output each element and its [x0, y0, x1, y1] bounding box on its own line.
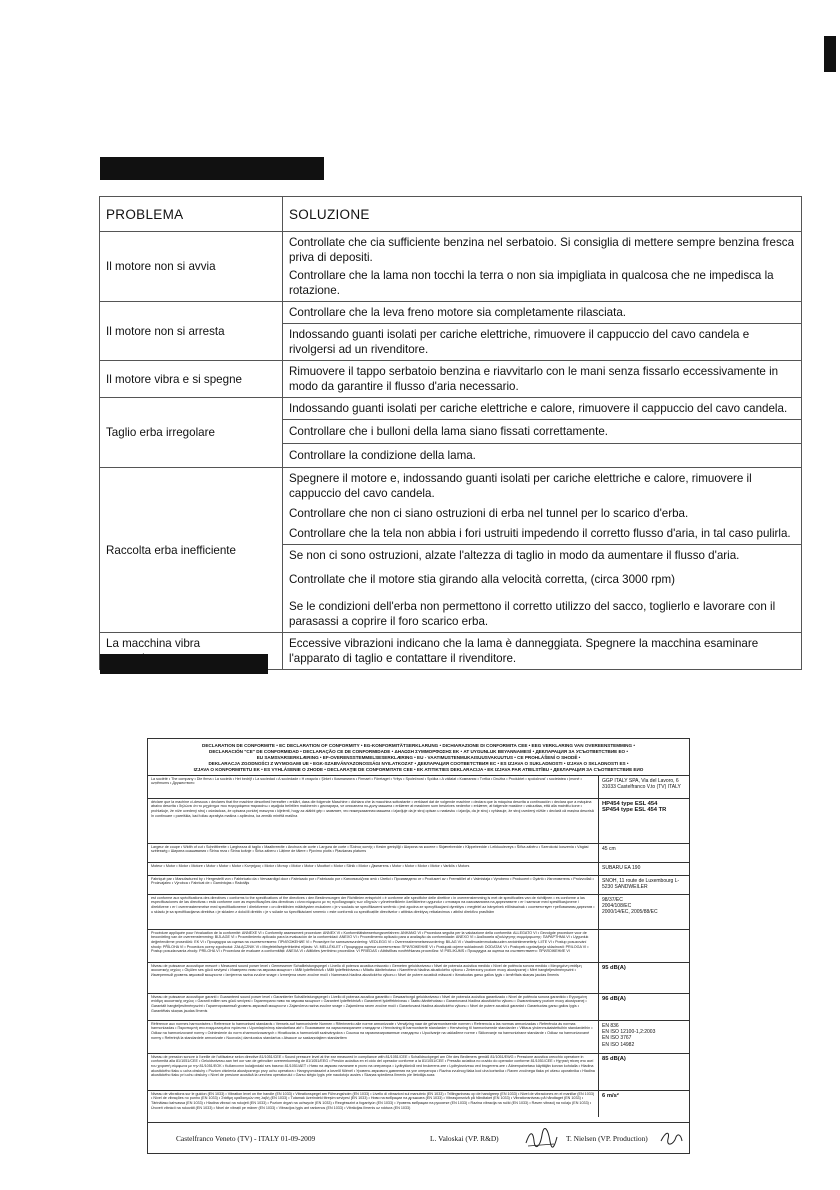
declaration-row: [148, 1020, 689, 1053]
problem-cell: Il motore non si arresta: [100, 302, 283, 361]
signer-1: L. Valoskai (VP. R&D): [430, 1133, 499, 1143]
solution-text: Controllare che la lama non tocchi la terra o non sia impigliata in qualcosa che ne impedisca la rotazione.: [289, 269, 774, 297]
solution-text: Controllate che il motore stia girando alla velocità corretta, (circa 3000 rpm): [289, 573, 675, 586]
solution-text: Se le condizioni dell'erba non permettono il corretto utilizzo del sacco, toglierlo e lavorare con il parasassi a coprire il foro scarico erba.: [289, 600, 776, 628]
declaration-row: [148, 1053, 689, 1090]
problem-cell: Il motore vibra e si spegne: [100, 361, 283, 398]
declaration-row-text: Niveau de vibrations sur le guidon (EN 1033) • Vibration level on the handle (EN 1033) • Vibrationspegel am Führungsholm (EN 1033) • Livello di vibrazioni sul manubrio (EN 1033) • Trillingsniveau op de handgreep (EN 1033) • Nivel de vibraciones en el manillar (EN 1033) • Nível de vibrações no punho (EN 1033) • Στάθμη κραδασμών στη λαβή (EN 1033) • Tutamak üzerindeki titreşim seviyesi (EN 1033) • Ниво на вибрации на дръжката (EN 1033) • Vibrasjonsnivå på håndtaket (EN 1033) • Vibrationsniveau på håndtaget (EN 1033) • Tärinätaso kahvassa (EN 1033) • Hladina vibrací na rukojeti (EN 1033) • Poziom drgań na uchwycie (EN 1033) • Rezgésszint a fogantyún (EN 1033) • Уровень вибрации на рукоятке (EN 1033) • Razina vibracija na ručki (EN 1033) • Raven vibracij na ročaju (EN 1033) • Úroveň vibrácií na rukoväti (EN 1033) • Nivel de vibrații pe mâner (EN 1033) • Vibracijos lygis ant rankenos (EN 1033) • Vibrācijas līmenis uz roktura (EN 1033): [151, 1091, 595, 1110]
declaration-row: [148, 1090, 689, 1117]
solution-cell: Indossando guanti isolati per cariche elettriche e calore, rimuovere il cappuccio del cavo candela.: [283, 398, 802, 420]
declaration-row-text: Référence aux normes harmonisées • Reference to harmonised standards • Verweis auf harmonisierte Normen • Riferimento alle norme armonizzate • Verwijzing naar de geharmoniseerde normen • Referencia a las normas armonizadas • Referência às normas harmonizadas • Παραπομπή στα εναρμονισμένα πρότυπα • Uyumlaştırılmış standartlara atıf • Позоваване на хармонизираните стандарти • Henvisning til harmoniserte standarder • Henvisning til harmoniserede standarder • Viittaus yhdenmukaistettuihin standardeihin • Odkaz na harmonizované normy • Odniesienie do norm zharmonizowanych • Hivatkozás a harmonizált szabványokra • Ссылка на гармонизированные стандарты • Upućivanje na usklađene norme • Sklicevanje na harmonizirane standarde • Odkaz na harmonizované normy • Referință la standardele armonizate • Nuoroda į darniuosius standartus • Atsauce uz saskaņotajiem standartiem: [151, 1021, 593, 1040]
declaration-row-text: Moteur • Motor • Motor • Motore • Motor • Motor • Motor • Κινητήρας • Motor • Мотор • Motor • Motor • Moottori • Motor • Silnik • Motor • Двигатель • Motor • Motor • Motor • Motor • Variklis • Motors: [151, 863, 470, 868]
signature-strip: [148, 1122, 689, 1153]
declaration-row-value: 95 dB(A): [598, 963, 689, 993]
table-row: [100, 468, 802, 545]
declaration-row-value: 98/37/EC 2004/108/EC 2000/14/EC, 2005/88/EC: [598, 895, 689, 929]
declaration-header-line: DEKLARACJA ZGODNOŚCI Z WYMOGAMI UE • EGK-SZABVÁNYAZONOSSÁGI NYILATKOZAT • ДЕКЛАРАЦИЯ СООТВЕТСТВИЯ ЕС • ES IZJAVA O SUKLADNOSTI • IZJAVA O SKLADNOSTI ES •: [208, 760, 629, 766]
solution-text: Controllare che la tela non abbia i fori ustruiti impedendo il corretto flusso d'aria, in tal caso pulirla.: [289, 527, 791, 540]
problem-cell: Raccolta erba inefficiente: [100, 468, 283, 633]
table-row: [100, 398, 802, 420]
declaration-row: [148, 775, 689, 798]
signature-2-icon: [658, 1129, 684, 1147]
solution-cell: [283, 232, 802, 302]
declaration-row-value: EN 836 EN ISO 12100-1,2:2003 EN ISO 3767 EN ISO 14982: [598, 1021, 689, 1053]
declaration-rows: [148, 775, 689, 1117]
declaration-row-value: GGP ITALY SPA, Via del Lavoro, 6 31033 Castelfranco V.to (TV) ITALY: [598, 776, 689, 798]
declaration-row: [148, 862, 689, 875]
declaration-row-text: Fabriqué par • Manufactured by • Hergestellt von • Fabbricato da • Vervaardigd door • Fabricado por • Fabricado por • Κατασκευάζεται από • Üretici • Произведено от • Produsert av • Fremstillet af • Valmistaja • Vyrobeno • Producent • Gyártó • Изготовитель • Proizvođač • Proizvajalec • Výrobca • Fabricat de • Gamintojas • Ražotājs: [151, 876, 594, 886]
declaration-row-text: La société • The company • Die firma • La società • Het bedrijf • La sociedad • A sociedade • Η εταιρεία • Şirket • Компанията • Firmaet • Företaget • Yritys • Společnost • Spółka • A vállalat • Компания • Tvrtka • Družba • Produktet • spoločnosť • societatea • Įmonė • uzņēmums • Дружеството: [151, 776, 582, 786]
declaration-row-value: SNOH, 11 route de Luxembourg L-5230 SANDWEILER: [598, 876, 689, 894]
declaration-row-value: 6 m/s²: [598, 1091, 689, 1117]
declaration-row-text: est conforme aux spécifications des directives • conforms to the specifications of the directives • den Bestimmungen der Richtlinien entspricht • è conforme alle specifiche delle direttive • in overeenstemming is met de specificaties van de richtlijnen • es conforme a las especificaciones de las directivas • está conforme com as especificações das directivas • είναι σύμφωνο με τις προδιαγραφές των οδηγιών • yönetmeliklerin özelliklerine uygundur • отговаря на изискванията на директивите • er i samsvar med spesifikasjonene i direktivene • er i overensstemmelse med specifikationerne i direktiverne • on direktiivien määräysten mukainen • je v souladu se specifikacemi směrnic • jest zgodna ze specyfikacjami dyrektyw • megfelel az irányelvek előírásainak • соответствует требованиям директив • u skladu je sa specifikacijama direktiva • je skladen z določili direktiv • je v súlade so špecifikáciami smerníc • este conformă cu specificațiile directivelor • atitinka direktyvų reikalavimus • atbilst direktīvu prasībām: [151, 895, 595, 914]
declaration-row-value: 96 dB(A): [598, 994, 689, 1020]
declaration-header-line: IZJAVA O KONFORMITETU EK • ES VYHLÁSENIE O ZHODE • DECLARAȚIE DE CONFORMITATE CEE • EK ATITIKTIES DEKLARACIJA • EK IZJAVA PAR ATBILSTĪBU • ДЕКЛАРАЦИЯ ЗА СЪОТВЕТСТВИЕ ЕИО: [193, 766, 644, 772]
declaration-row-text: Niveau de pression sonore à l'oreille de l'utilisateur selon directive 81/1051/CEE • Sound pressure level at the ear measured in compliance with 81/1051/CEE • Schalldruckpegel am Ohr des Bedieners gemäß 81/1051/EWG • Pressione acustica orecchio operatore in conformità alla 81/1051/CEE • Geluidsniveau aan het oor van de gebruiker overeenkomstig de 81/1051/EEG • Presión acústica en el oído del operador conforme a la 81/1051/CEE • Pressão acústica no ouvido do operador conforme 81/1051/CEE • Ηχητική πίεση στο αυτί του χειριστή σύμφωνα με την 81/1051/ΕΟΚ • Kullanıcının kulağındaki ses basıncı 81/1051/AET • Ниво на звуково налягане в ухото на оператора • Lydtrykknivå ved brukerens øre • Lydtryksniveau ved brugerens øre • Äänenpainetaso käyttäjän korvan kohdalla • Hladina akustického tlaku u ucha obsluhy • Poziom ciśnienia akustycznego przy uchu operatora • Hangnyomásszint a kezelő fülénél • Уровень звукового давления на ухе оператора • Razina zvučnog tlaka kod uha korisnika • Raven zvočnega tlaka pri ušesu uporabnika • Hladina akustického tlaku pri uchu obsluhy • Nivel de presiune acustică la urechea operatorului • Garso slėgio lygis prie naudotojo ausies • Skaņas spiediena līmenis pie lietotāja auss: [151, 1054, 595, 1078]
section-header-bar: [100, 157, 324, 180]
declaration-row-value: SUBARU EA 190: [598, 863, 689, 875]
problem-cell: Taglio erba irregolare: [100, 398, 283, 468]
declaration-row-text: Niveau de puissance acoustique mesuré • Measured sound power level • Gemessener Schallleistungspegel • Livello di potenza acustica misurato • Gemeten geluidsniveau • Nivel de potencia acústica medido • Nível de potência sonora medido • Μετρημένη στάθμη ακουστικής ισχύος • Ölçülen ses gücü seviyesi • Измерено ниво на звукова мощност • Målt lydeffektnivå • Målt lydeffektniveau • Mitattu äänitehotaso • Naměřená hladina akustického výkonu • Zmierzony poziom mocy akustycznej • Mért hangteljesítményszint • Измеренный уровень звуковой мощности • Izmjerena razina zvučne snage • Izmerjena raven zvočne moči • Nameraná hladina akustického výkonu • Nivel de putere acustică măsurat • Išmatuotas garso galios lygis • Izmērītais skaņas jaudas līmenis: [151, 963, 582, 977]
declaration-row-value: [598, 930, 689, 962]
declaration-row: [148, 843, 689, 862]
declaration-row: [148, 929, 689, 962]
signer-2: T. Nielsen (VP. Production): [566, 1133, 648, 1143]
declaration-row: [148, 875, 689, 894]
declaration-row: [148, 894, 689, 929]
declaration-row: [148, 798, 689, 843]
declaration-row-value: 45 cm: [598, 844, 689, 862]
table-row: [100, 232, 802, 302]
declaration-row: [148, 993, 689, 1020]
declaration-row-value: HP454 type ESL 454 SP454 type ESL 454 TR: [598, 799, 689, 843]
declaration-row: [148, 962, 689, 993]
solution-cell: Rimuovere il tappo serbatoio benzina e riavvitarlo con le mani senza fissarlo eccessivamente in modo da garantire il flusso d'aria necessario.: [283, 361, 802, 398]
troubleshooting-table: [99, 196, 802, 670]
declaration-header: [148, 739, 689, 775]
solution-text: Se non ci sono ostruzioni, alzate l'altezza di taglio in modo da aumentare il flusso d'aria.: [289, 549, 740, 562]
table-header-row: [100, 197, 802, 232]
solution-cell: [283, 545, 802, 633]
declaration-header-line: DECLARATION DE CONFORMITE • EC DECLARATION OF CONFORMITY • EG-KONFORMITÄTSERKLARUNG • DICHIARAZIONE DI CONFORMITA CEE • EEG VERKLARING VAN OVEREENSTEMMING •: [202, 743, 635, 748]
table-row: [100, 302, 802, 324]
declaration-row-value: 85 dB(A): [598, 1054, 689, 1090]
solution-cell: Controllare che i bulloni della lama siano fissati correttamente.: [283, 420, 802, 444]
section-header-bar-2: [100, 654, 268, 674]
page-edge-marker: [824, 36, 836, 72]
declaration-header-line: EU SAMSVARSERKLÆRING • EF-OVERENSSTEMMELSESERKLÆRING • EU - VAATIMUSTENMUKAISUUSVAKUUTUS • CE PROHLÁŠENÍ O SHODĚ •: [256, 754, 581, 760]
header-problem: PROBLEMA: [100, 197, 283, 232]
solution-cell: [283, 468, 802, 545]
problem-cell: La macchina vibra: [100, 633, 283, 670]
declaration-row-text: Procédure appliquée pour l'évaluation de la conformité: ANNEXE VI • Conformity assessment procedure: ANNEX VI • Konformitätsbewertungsverfahren: ANHANG VI • Procedura seguita per la valutazione della conformità: ALLEGATO VI • Gevolgde procedure voor de beoordeling van de overeenstemming: BIJLAGE VI • Procedimiento aplicado para la evaluación de la conformidad: ANEXO VI • Procedimento aplicado para a avaliação da conformidade: ANEXO VI • Διαδικασία αξιολόγησης συμμόρφωσης: ΠΑΡΑΡΤΗΜΑ VI • Uygunluk değerlendirme prosedürü: EK VI • Процедура за оценка на съответствието: ПРИЛОЖЕНИЕ VI • Prosedyre for samsvarsvurdering: VEDLEGG VI • Overensstemmelsesvurdering: BILAG VI • Vaatimustenmukaisuuden arviointimenettely: LIITE VI • Postup posuzování shody: PŘÍLOHA VI • Procedura oceny zgodności: ZAŁĄCZNIK VI • Megfelelőségértékelési eljárás: VI. MELLÉKLET • Процедура оценки соответствия: ПРИЛОЖЕНИЕ VI • Postupak ocjene sukladnosti: DODATAK VI • Postopek ugotavljanja skladnosti: PRILOGA VI • Postup posudzovania zhody: PRÍLOHA VI • Procedura de evaluare a conformității: ANEXA VI • Atitikties įvertinimo procedūra: VI PRIEDAS • Atbilstības novērtēšanas procedūra: VI PIELIKUMS • Процедура за оценка на съответствието: ПРИЛОЖЕНИЕ VI: [151, 930, 589, 954]
solution-text: Spegnere il motore e, indossando guanti isolati per cariche elettriche e calore, rimuovere il cappuccio del cavo candela.: [289, 472, 752, 500]
solution-cell: Controllare la condizione della lama.: [283, 444, 802, 468]
problem-cell: Il motore non si avvia: [100, 232, 283, 302]
table-row: [100, 361, 802, 398]
declaration-row-text: déclare que la machine ci-dessous • declares that the machine described hereafter • erklärt, dass die folgende Maschine • dichiara che la macchina sottostante • verklaart dat de volgende machine • declara que la máquina descrita a continuación • declara que a máquina abaixo descrita • δηλώνει ότι το μηχάνημα που περιγράφεται παρακάτω • aşağıda belirtilen makinenin • декларира, че описаната по-долу машина • erklærer at maskinen som beskrives nedenfor • erklærer, at følgende maskine • vakuuttaa, että alla mainittu kone • prohlašuje, že níže uvedený stroj • oświadcza, że opisana poniżej maszyna • kijelenti, hogy az alábbi gép • заявляет, что нижеуказанная машина • izjavljuje da je stroj opisan u nastavku • izjavlja, da je stroj • vyhlasuje, že stroj uvedený nižšie • declară că mașina descrisă în continuare • pareiškia, kad toliau aprašyta mašina • apliecina, ka zemāk minētā mašīna: [151, 799, 594, 818]
header-solution: SOLUZIONE: [283, 197, 802, 232]
solution-cell: Controllare che la leva freno motore sia completamente rilasciata.: [283, 302, 802, 324]
solution-cell: Indossando guanti isolati per cariche elettriche, rimuovere il cappuccio del cavo candela e rivolgersi ad un rivenditore.: [283, 324, 802, 361]
place-date: Castelfranco Veneto (TV) - ITALY 01-09-2009: [176, 1133, 316, 1143]
declaration-of-conformity: [147, 738, 690, 1154]
declaration-header-line: DECLARACIÓN "CE" DE CONFORMIDAD • DECLARAÇÃO CE DE CONFORMIDADE • ΔΗΛΩΣΗ ΣΥΜΜΟΡΦΩΣΗΣ ΕΚ • AT UYGUNLUK BEYANNAMESİ • ДЕКЛАРАЦИЯ ЗА УСЪОТВЕТСТВИЕ ЕО •: [209, 748, 628, 754]
declaration-row-text: Niveau de puissance acoustique garanti • Guaranteed sound power level • Garantierter Schallleistungspegel • Livello di potenza acustica garantito • Gewaarborgd geluidsniveau • Nivel de potencia acústica garantizado • Nível de potência sonora garantido • Εγγυημένη στάθμη ακουστικής ισχύος • Garanti edilen ses gücü seviyesi • Гарантирано ниво на звукова мощност • Garantert lydeffektnivå • Garanteret lydeffektniveau • Taattu äänitehotaso • Garantovaná hladina akustického výkonu • Gwarantowany poziom mocy akustycznej • Garantált hangteljesítményszint • Гарантированный уровень звуковой мощности • Zajamčena razina zvučne snage • Zajamčena raven zvočne moči • Garantovaná hladina akustického výkonu • Nivel de putere acustică garantat • Garantuotas garso galios lygis • Garantētais skaņas jaudas līmenis: [151, 994, 587, 1013]
solution-text: Controllare che non ci siano ostruzioni di erba nel tunnel per lo scarico d'erba.: [289, 507, 689, 520]
signature-1-icon: [524, 1127, 558, 1149]
declaration-row-text: Largeur de coupe • Width of cut • Schnittbreite • Larghezza di taglio • Maaibreedte • Anchura de corte • Largura de corte • Πλάτος κοπής • Kesim genişliği • Ширина на косене • Skjærebredde • Klippebredde • Leikkuuleveys • Šířka záběru • Szerokość koszenia • Vágási szélesség • Ширина скашивания • Širina reza • Širina košnje • Šírka záberu • Lățime de tăiere • Pjovimo plotis • Pļaušanas platums: [151, 844, 589, 854]
solution-text: Controllate che cia sufficiente benzina nel serbatoio. Si consiglia di mettere sempre benzina fresca priva di depositi.: [289, 236, 795, 264]
solution-cell: Eccessive vibrazioni indicano che la lama è danneggiata. Spegnere la macchina esaminare l'apparato di taglio e contattare il rivenditore.: [283, 633, 802, 670]
